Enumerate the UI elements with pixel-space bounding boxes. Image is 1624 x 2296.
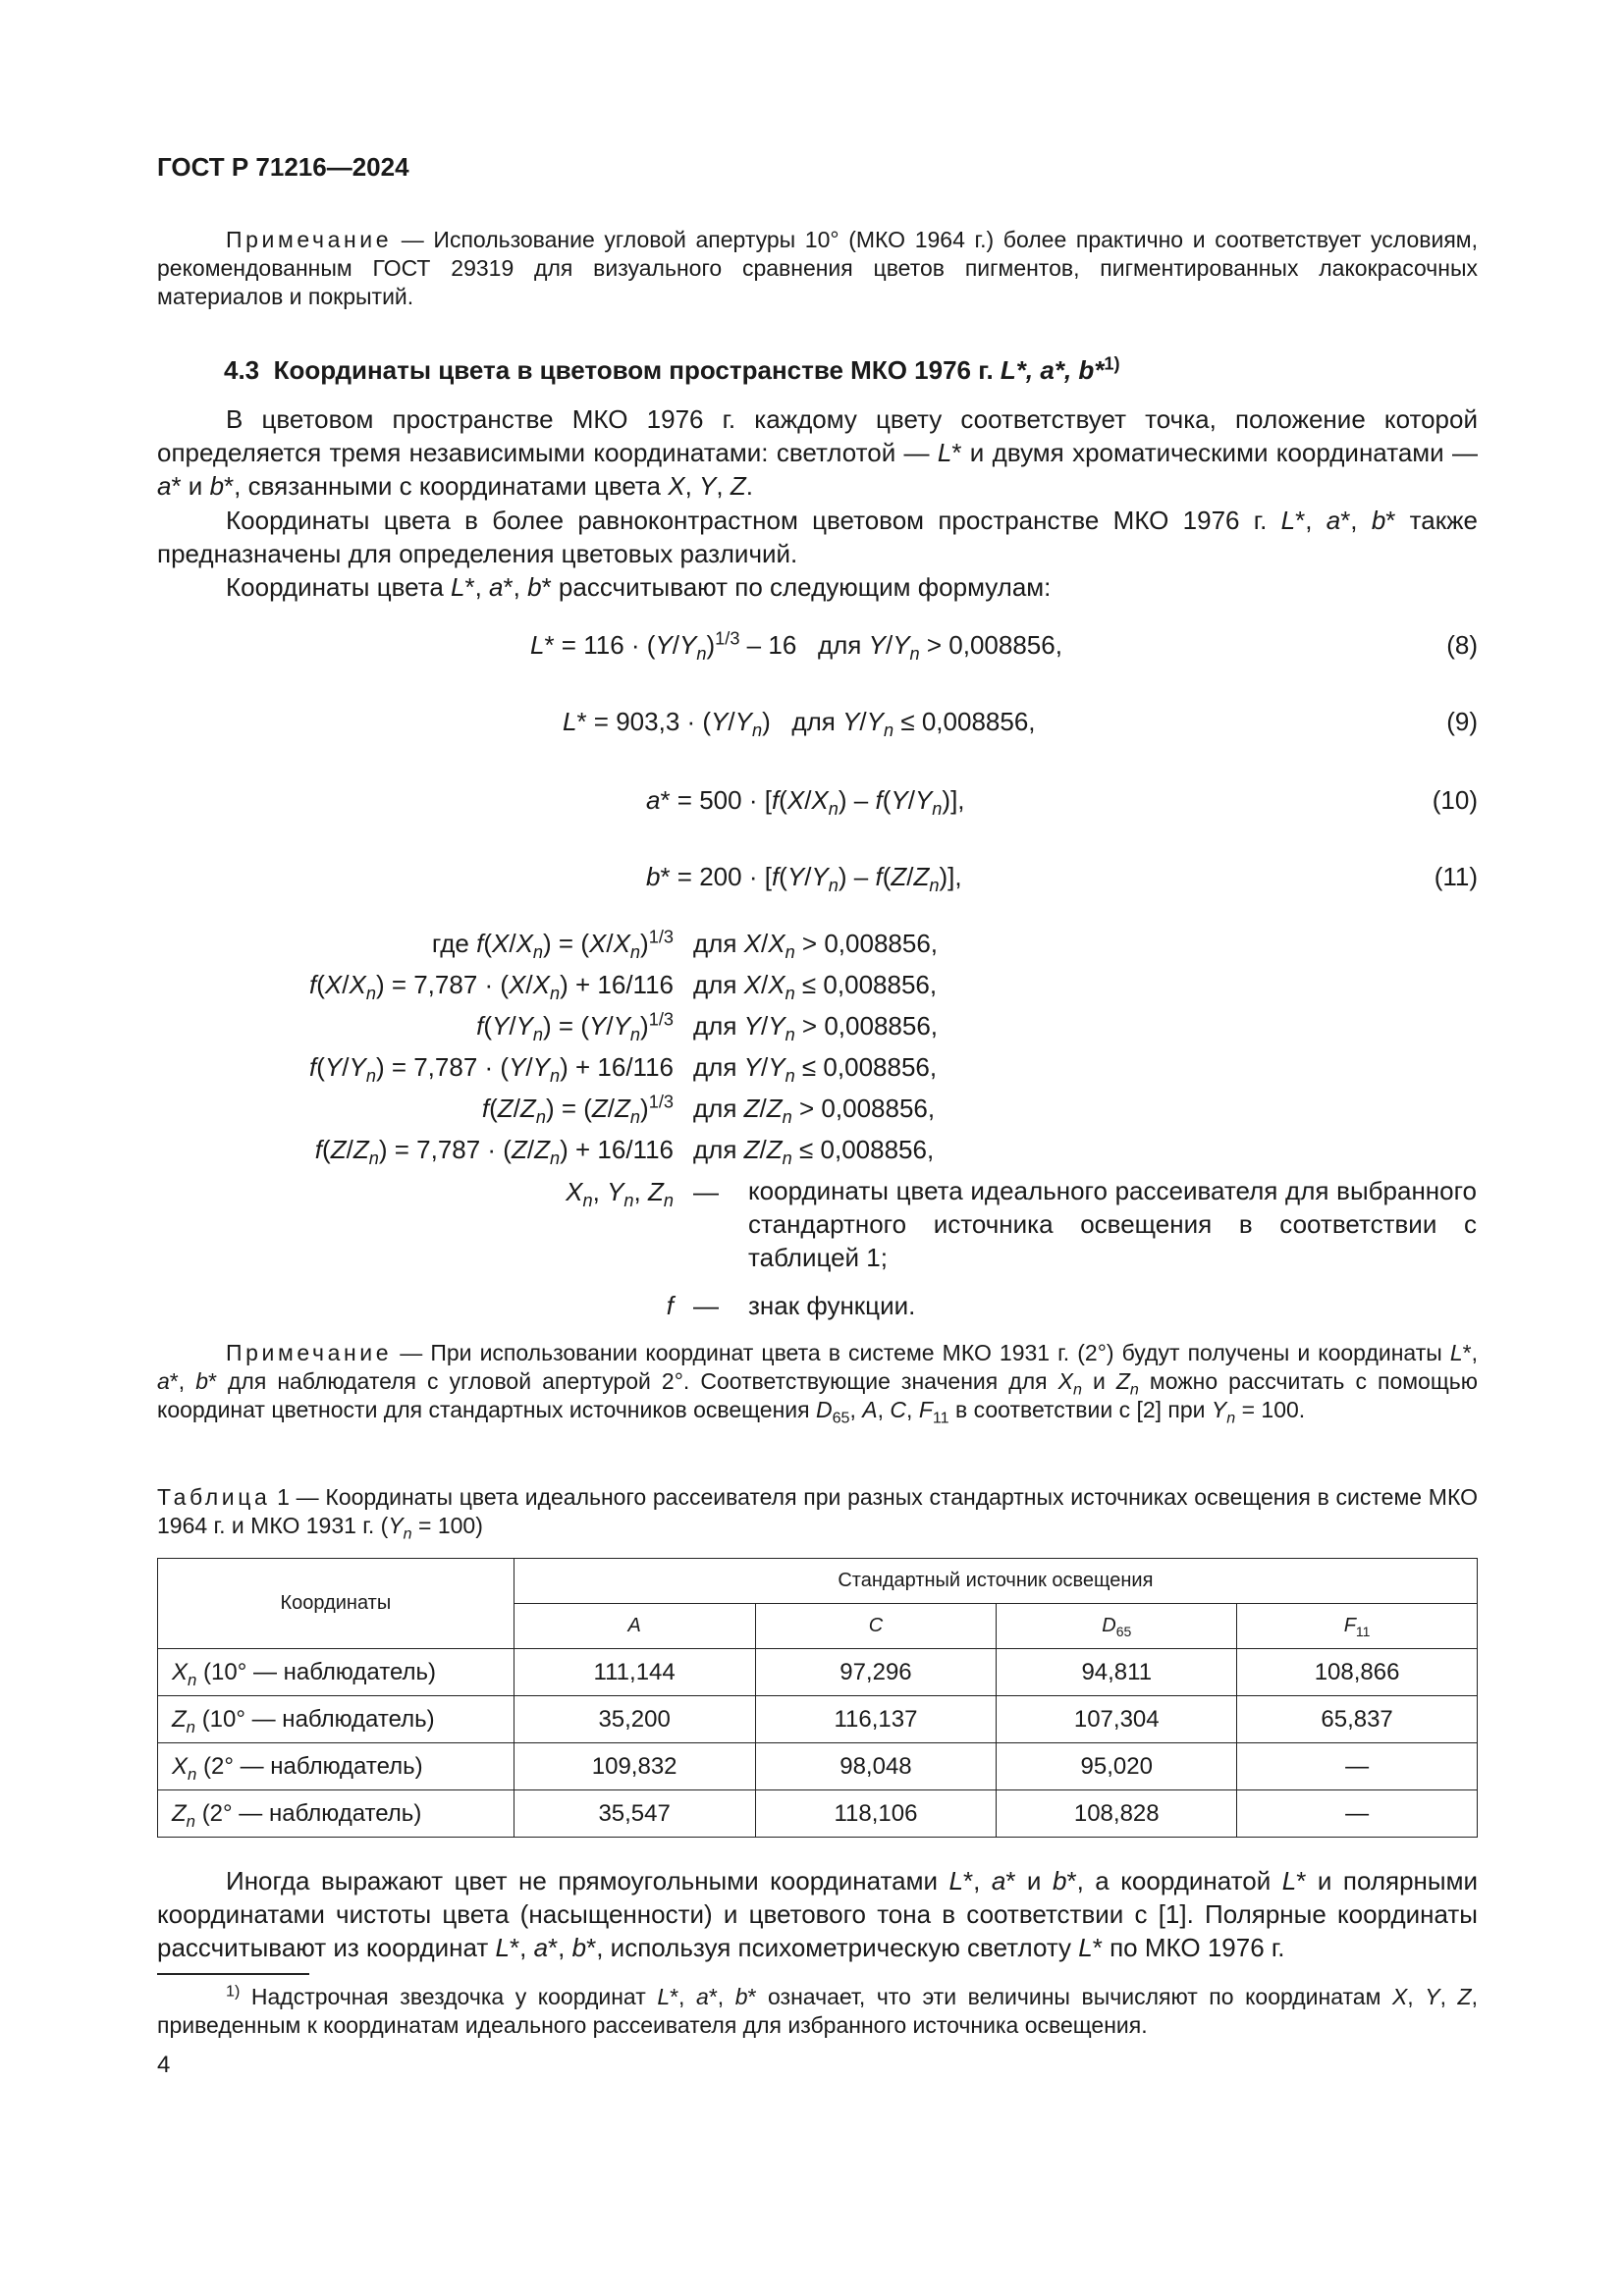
table-row bbox=[158, 1649, 1478, 1696]
legend-dash: — bbox=[693, 1177, 719, 1206]
section-number: 4.3 bbox=[224, 355, 260, 385]
table-cell: 108,828 bbox=[997, 1790, 1237, 1838]
formula-11: $b* = 200 \cdot [f(Y/Y_n) - f(Z/Z_n)]$, bbox=[646, 862, 962, 896]
table-row-label: $X_n$ (2° — наблюдатель) bbox=[158, 1743, 514, 1790]
note-label: Примечание bbox=[226, 227, 393, 252]
legend-symbol: $X_n$, $Y_n$, $Z_n$ bbox=[566, 1177, 674, 1211]
paragraph: Координаты цвета в более равноконтрастном цветовом пространстве МКО 1976 г. L*, a*, b* также предназначены для определения цветовых различий. bbox=[157, 506, 1478, 568]
table-row bbox=[158, 1790, 1478, 1838]
paragraph: Иногда выражают цвет не прямоугольными координатами L*, a* и b*, а координатой L* и полярными координатами чистоты цвета (насыщенности) и цветового тона в соответствии с [1]. Полярные координаты рассчитывают из координат L*, a*, b*, используя психометрическую светлоту L* по МКО 1976 г. bbox=[157, 1866, 1478, 1962]
definition-left: $f(Z/Z_n) = (Z/Z_n)^{1/3}$ bbox=[481, 1092, 674, 1128]
function-definitions bbox=[0, 923, 1624, 1170]
definition-left: $f(X/X_n) = 7,787 \cdot (X/X_n) + 16/116$ bbox=[308, 970, 674, 1004]
formula-number: (11) bbox=[1434, 862, 1478, 891]
note-label: Примечание bbox=[226, 1340, 393, 1365]
table-row-label: $X_n$ (10° — наблюдатель) bbox=[158, 1649, 514, 1696]
table-cell: 111,144 bbox=[514, 1649, 755, 1696]
note-text: — Использование угловой апертуры 10° (МКО 1964 г.) более практично и соответствует условиям, рекомендованным ГОСТ 29319 для визуального сравнения цветов пигментов, пигментированных лакокрасочных материалов и покрытий. bbox=[157, 227, 1478, 309]
table-cell: 118,106 bbox=[755, 1790, 997, 1838]
definition-condition: для $Y/Y_n \le 0,008856$, bbox=[693, 1052, 938, 1087]
formula-number: (9) bbox=[1446, 707, 1478, 736]
page-number: 4 bbox=[157, 2052, 171, 2078]
table-caption: Таблица 1 — Координаты цвета идеального рассеивателя при разных стандартных источниках освещения в системе МКО 1964 г. и МКО 1931 г. $(Y_n = 100)$ bbox=[157, 1484, 1478, 1543]
formula-number: (10) bbox=[1432, 785, 1478, 815]
definition-condition: для $X/X_n \le 0,008856$, bbox=[693, 970, 938, 1004]
note-paragraph bbox=[157, 226, 1478, 311]
footnote-separator bbox=[157, 1973, 309, 1975]
legend-symbol: f bbox=[666, 1291, 674, 1320]
section-title: Координаты цвета в цветовом пространстве МКО 1976 г. bbox=[273, 355, 994, 385]
formula-10: $a* = 500 \cdot [f(X/X_n) - f(Y/Y_n)]$, bbox=[646, 785, 965, 820]
table-cell: 94,811 bbox=[997, 1649, 1237, 1696]
table-header-a: A bbox=[514, 1604, 755, 1649]
definition-condition: для $X/X_n > 0,008856$, bbox=[693, 929, 939, 963]
section-coords: L*, a*, b* bbox=[1000, 355, 1105, 385]
table-row-label: $Z_n$ (10° — наблюдатель) bbox=[158, 1696, 514, 1743]
table-caption-label: Таблица bbox=[157, 1484, 271, 1510]
note-paragraph: Примечание — При использовании координат цвета в системе МКО 1931 г. (2°) будут получены и координаты L*, a*, b* для наблюдателя с угловой апертурой 2°. Соответствующие значения для $X_n$ и $Z_n$ можно рассчитать с помощью координат цветности для стандартных источников освещения $D_{65}$, A, C, $F_{11}$ в соответствии с [2] при $Y_n = 100$. bbox=[157, 1340, 1478, 1427]
table-cell: 65,837 bbox=[1237, 1696, 1478, 1743]
section-heading bbox=[224, 355, 1120, 386]
table-header-illuminant: Стандартный источник освещения bbox=[514, 1559, 1477, 1604]
definition-left: $f(Y/Y_n) = 7,787 \cdot (Y/Y_n) + 16/116$ bbox=[308, 1052, 674, 1087]
table-cell: 108,866 bbox=[1237, 1649, 1478, 1696]
table-cell: 95,020 bbox=[997, 1743, 1237, 1790]
definition-condition: для $Z/Z_n \le 0,008856$, bbox=[693, 1135, 935, 1169]
definition-condition: для $Y/Y_n > 0,008856$, bbox=[693, 1011, 939, 1045]
table-cell: 109,832 bbox=[514, 1743, 755, 1790]
table-cell: 35,200 bbox=[514, 1696, 755, 1743]
table-header-f11: $F_{11}$ bbox=[1237, 1604, 1478, 1649]
legend-dash: — bbox=[693, 1291, 719, 1320]
footnote: $^{1)}$ Надстрочная звездочка у координат L*, a*, b* означает, что эти величины вычисляют по координатам X, Y, Z, приведенным к координатам идеального рассеивателя для избранного источника освещения. bbox=[157, 1982, 1478, 2038]
table-cell: — bbox=[1237, 1790, 1478, 1838]
definition-left: $f(Y/Y_n) = (Y/Y_n)^{1/3}$ bbox=[476, 1009, 674, 1045]
table-cell: 35,547 bbox=[514, 1790, 755, 1838]
table-cell: 97,296 bbox=[755, 1649, 997, 1696]
table-header-d65: $D_{65}$ bbox=[997, 1604, 1237, 1649]
definition-left: $f(Z/Z_n) = 7,787 \cdot (Z/Z_n) + 16/116$ bbox=[314, 1135, 674, 1169]
formula-number: (8) bbox=[1446, 630, 1478, 660]
paragraph: В цветовом пространстве МКО 1976 г. каждому цвету соответствует точка, положение которой определяется тремя независимыми координатами: светлотой — L* и двумя хроматическими координатами — a* и b*, связанными с координатами цвета X, Y, Z. bbox=[157, 404, 1479, 501]
table-row bbox=[158, 1696, 1478, 1743]
table-cell: 116,137 bbox=[755, 1696, 997, 1743]
formula-9: $L* = 903,3 \cdot (Y/Y_n)$ для $Y/Y_n \le 0,008856$, bbox=[563, 707, 1036, 741]
table-cell: 98,048 bbox=[755, 1743, 997, 1790]
table-row-label: $Z_n$ (2° — наблюдатель) bbox=[158, 1790, 514, 1838]
definition-condition: для $Z/Z_n > 0,008856$, bbox=[693, 1094, 936, 1128]
footnote-ref: 1) bbox=[1104, 353, 1120, 374]
formula-8: $L* = 116 \cdot (Y/Y_n)^{1/3} - 16$ для $Y/Y_n > 0,008856$, bbox=[530, 628, 1062, 665]
table-row bbox=[158, 1743, 1478, 1790]
legend-description: знак функции. bbox=[748, 1291, 916, 1320]
paragraph: Координаты цвета L*, a*, b* рассчитывают по следующим формулам: bbox=[226, 572, 1052, 602]
table-cell: 107,304 bbox=[997, 1696, 1237, 1743]
definition-left: где $f(X/X_n) = (X/X_n)^{1/3}$ bbox=[431, 927, 674, 963]
legend-description: координаты цвета идеального рассеивателя для выбранного стандартного источника освещения в соответствии с таблицей 1; bbox=[748, 1176, 1477, 1272]
table-header-coordinates: Координаты bbox=[158, 1559, 514, 1649]
table-header-c: C bbox=[755, 1604, 997, 1649]
table-cell: — bbox=[1237, 1743, 1478, 1790]
coordinates-table bbox=[157, 1558, 1478, 1838]
footnote-mark: 1) bbox=[226, 1982, 241, 2001]
document-header: ГОСТ Р 71216—2024 bbox=[157, 152, 409, 182]
